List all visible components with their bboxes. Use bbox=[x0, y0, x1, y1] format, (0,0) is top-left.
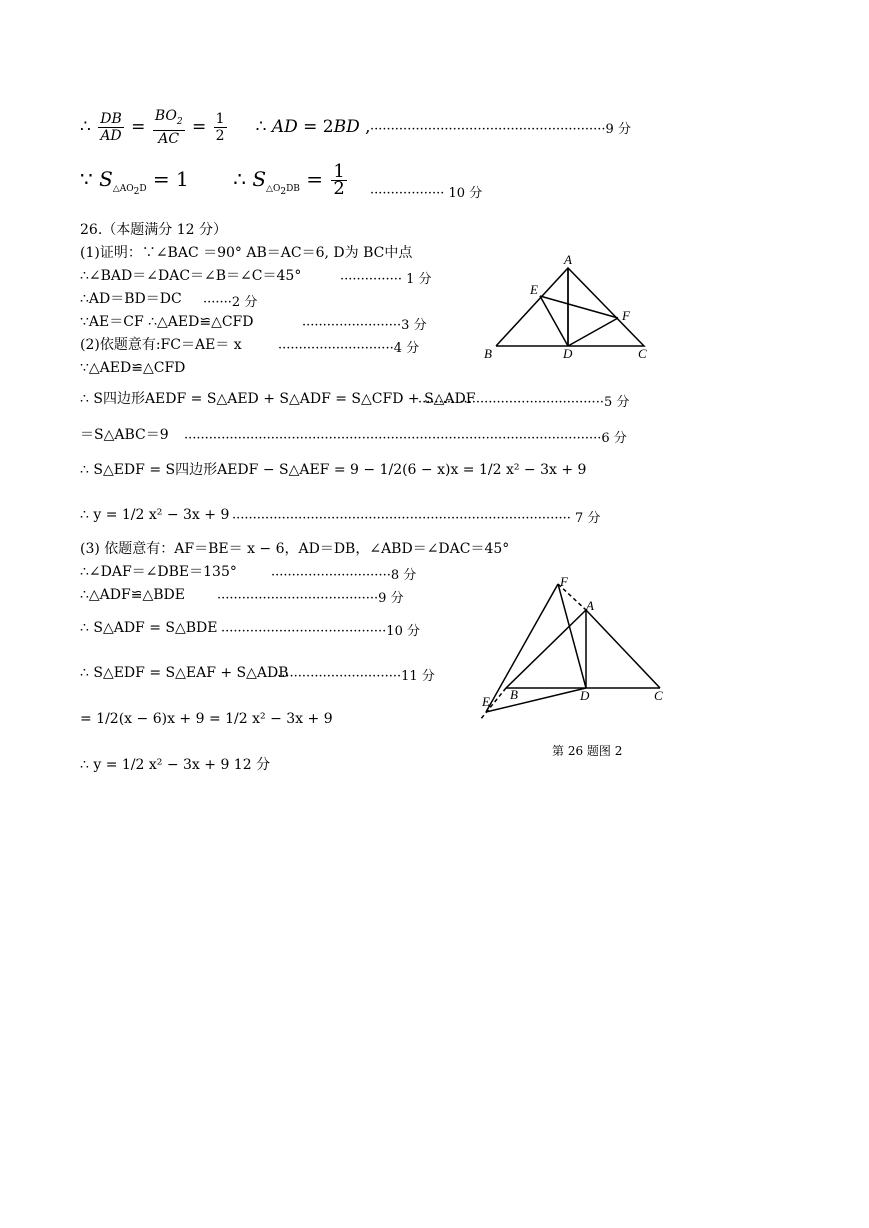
score-4: ····························4 分 bbox=[278, 341, 420, 356]
score-5: ·············································5 分 bbox=[418, 395, 630, 410]
step-congruent-3: ∴△ADF≌△BDE bbox=[80, 587, 185, 603]
score-6: ·····································································································6 分 bbox=[184, 431, 627, 446]
score-10b: ········································10 分 bbox=[221, 624, 420, 639]
part3-statement: (3) 依题意有：AF＝BE＝ x − 6，AD＝DB，∠ABD＝∠DAC＝45° bbox=[80, 541, 510, 557]
score-9: ·························································9 分 bbox=[370, 122, 631, 137]
fig2-label-c: C bbox=[654, 688, 663, 703]
fig1-label-c: C bbox=[638, 346, 647, 361]
step-congruent-2: ∵△AED≌△CFD bbox=[80, 360, 186, 376]
score-3: ························3 分 bbox=[302, 318, 427, 333]
proof-line-9: ∴ $\frac{DB}{AD}$ = $\frac{BO_2}{AC}$ = $\frac{1}{2}$ ∴ AD = 2BD , bbox=[80, 108, 371, 147]
fig2-label-e: E bbox=[482, 694, 490, 709]
score-10: ·················· 10 分 bbox=[370, 186, 483, 201]
step-angle-135: ∴∠DAF＝∠DBE＝135° bbox=[80, 564, 237, 580]
figure-2 bbox=[478, 572, 668, 727]
score-9b: ·······································9 分 bbox=[217, 591, 404, 606]
score-2: ·······2 分 bbox=[203, 295, 258, 310]
question-title: 26.（本题满分 12 分） bbox=[80, 222, 227, 238]
score-1: ··············· 1 分 bbox=[340, 272, 432, 287]
step-ad-bd-dc: ∴AD＝BD＝DC bbox=[80, 291, 182, 307]
step-area-equal: ∴ S△ADF = S△BDE bbox=[80, 620, 218, 636]
step-angles: ∴∠BAD＝∠DAC＝∠B＝∠C＝45° bbox=[80, 268, 302, 284]
fig1-label-f: F bbox=[622, 308, 630, 323]
fig2-label-d: D bbox=[580, 688, 590, 703]
step-y-formula: ∴ y = 1/2 x² − 3x + 9 bbox=[80, 507, 230, 523]
fig2-label-b: B bbox=[510, 687, 518, 702]
score-11: ·······························11 分 bbox=[273, 669, 435, 684]
step-area-sum-2: ∴ S△EDF = S△EAF + S△ADB bbox=[80, 665, 289, 681]
fig1-label-e: E bbox=[530, 282, 538, 297]
fig1-label-b: B bbox=[484, 346, 492, 361]
proof-line-10: ∵ $S_{\triangle AO_2D} = 1$ ∴ $S_{\triangle O_2DB}$ = $\frac{1}{2}$ bbox=[80, 161, 345, 199]
score-7: ·················································································· 7 分 bbox=[232, 511, 601, 526]
figure-1 bbox=[478, 250, 668, 370]
part2-statement: (2)依题意有:FC＝AE＝ x bbox=[80, 337, 242, 353]
step-area-edf: ∴ S△EDF = S四边形AEDF − S△AEF = 9 − 1/2(6 − x)x = 1/2 x² − 3x + 9 bbox=[80, 462, 587, 478]
part1-statement: (1)证明：∵∠BAC ＝90° AB＝AC＝6, D为 BC中点 bbox=[80, 245, 413, 261]
score-8: ·····························8 分 bbox=[271, 568, 417, 583]
step-congruent: ∵AE＝CF ∴△AED≌△CFD bbox=[80, 314, 254, 330]
step-area-sum: ∴ S四边形AEDF = S△AED + S△ADF = S△CFD + S△ADF bbox=[80, 391, 476, 407]
step-area-9: ＝S△ABC＝9 bbox=[80, 427, 169, 443]
step-calc: = 1/2(x − 6)x + 9 = 1/2 x² − 3x + 9 bbox=[80, 711, 333, 727]
fig2-label-f: F bbox=[560, 574, 568, 589]
step-final: ∴ y = 1/2 x² − 3x + 9 12 分 bbox=[80, 757, 271, 773]
fig1-label-d: D bbox=[563, 346, 573, 361]
fig2-label-a: A bbox=[586, 598, 594, 613]
fig1-label-a: A bbox=[564, 252, 572, 267]
figure-2-caption: 第 26 题图 2 bbox=[552, 744, 623, 758]
